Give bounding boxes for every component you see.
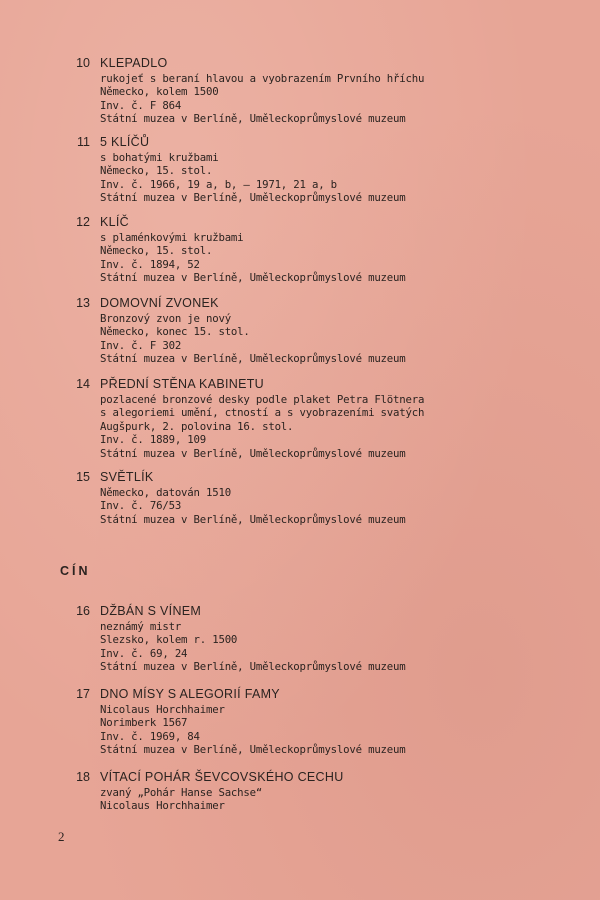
entry-title: DOMOVNÍ ZVONEK bbox=[100, 296, 219, 310]
entry-detail-line: Inv. č. 1966, 19 a, b, — 1971, 21 a, b bbox=[100, 177, 337, 191]
entry-number: 15 bbox=[76, 470, 90, 484]
entry-detail-line: Státní muzea v Berlíně, Uměleckoprůmyslové muzeum bbox=[100, 191, 406, 205]
entry-detail-line: Inv. č. 1894, 52 bbox=[100, 257, 200, 271]
entry-title: KLEPADLO bbox=[100, 56, 168, 70]
entry-number: 18 bbox=[76, 770, 90, 784]
entry-title: DNO MÍSY S ALEGORIÍ FAMY bbox=[100, 687, 280, 701]
entry-details bbox=[100, 486, 406, 526]
entry-title: DŽBÁN S VÍNEM bbox=[100, 604, 202, 618]
entry-detail-line: Státní muzea v Berlíně, Uměleckoprůmyslové muzeum bbox=[100, 352, 406, 366]
entry-details bbox=[100, 620, 406, 674]
entry-number: 11 bbox=[77, 135, 90, 149]
entry-detail-line: Inv. č. 76/53 bbox=[100, 499, 182, 513]
entry-details bbox=[100, 231, 406, 285]
entry-detail-line: Státní muzea v Berlíně, Uměleckoprůmyslové muzeum bbox=[100, 446, 406, 460]
entry-detail-line: s alegoriemi umění, ctností a s vyobrazeními svatých bbox=[100, 406, 425, 420]
entry-detail-line: Německo, konec 15. stol. bbox=[100, 325, 250, 339]
entry-detail-line: Norimberk 1567 bbox=[100, 716, 188, 730]
entry-detail-line: zvaný „Pohár Hanse Sachse“ bbox=[100, 786, 263, 799]
entry-details bbox=[100, 786, 262, 813]
entry-detail-line: pozlacené bronzové desky podle plaket Petra Flötnera bbox=[100, 393, 425, 406]
entry-details bbox=[100, 72, 424, 126]
entry-title: 5 KLÍČŮ bbox=[100, 135, 150, 149]
entry-number: 12 bbox=[76, 215, 90, 229]
entry-details bbox=[100, 312, 406, 366]
entry-number: 16 bbox=[76, 604, 90, 618]
entry-number: 17 bbox=[76, 687, 90, 701]
entry-detail-line: Inv. č. 1889, 109 bbox=[100, 433, 206, 447]
entry-detail-line: s plaménkovými kružbami bbox=[100, 231, 244, 244]
entry-detail-line: Bronzový zvon je nový bbox=[100, 312, 231, 325]
entry-detail-line: Státní muzea v Berlíně, Uměleckoprůmyslové muzeum bbox=[100, 743, 406, 757]
entry-detail-line: Státní muzea v Berlíně, Uměleckoprůmyslové muzeum bbox=[100, 112, 406, 126]
section-title: CÍN bbox=[60, 564, 91, 578]
entry-detail-line: Inv. č. F 864 bbox=[100, 98, 182, 112]
entry-detail-line: Německo, kolem 1500 bbox=[100, 85, 219, 99]
entry-detail-line: rukojeť s beraní hlavou a vyobrazením Prvního hříchu bbox=[100, 72, 425, 85]
entry-number: 13 bbox=[76, 296, 90, 310]
entry-title: PŘEDNÍ STĚNA KABINETU bbox=[100, 377, 264, 391]
entry-detail-line: Německo, 15. stol. bbox=[100, 244, 213, 258]
entry-detail-line: Německo, 15. stol. bbox=[100, 164, 213, 178]
entry-detail-line: Inv. č. 69, 24 bbox=[100, 646, 188, 660]
entry-title: KLÍČ bbox=[100, 215, 129, 229]
entry-details bbox=[100, 393, 424, 460]
entry-number: 10 bbox=[76, 56, 90, 70]
entry-detail-line: Nicolaus Horchhaimer bbox=[100, 799, 225, 813]
entry-detail-line: Německo, datován 1510 bbox=[100, 486, 231, 499]
entry-detail-line: Státní muzea v Berlíně, Uměleckoprůmyslové muzeum bbox=[100, 660, 406, 674]
entry-detail-line: Nicolaus Horchhaimer bbox=[100, 703, 225, 716]
entry-detail-line: Augšpurk, 2. polovina 16. stol. bbox=[100, 419, 294, 433]
entry-title: VÍTACÍ POHÁR ŠEVCOVSKÉHO CECHU bbox=[100, 770, 344, 784]
entry-detail-line: neznámý mistr bbox=[100, 620, 182, 633]
page-number: 2 bbox=[58, 829, 65, 844]
entry-number: 14 bbox=[76, 377, 90, 391]
entry-detail-line: Inv. č. F 302 bbox=[100, 338, 182, 352]
entry-detail-line: Slezsko, kolem r. 1500 bbox=[100, 633, 238, 647]
entry-detail-line: s bohatými kružbami bbox=[100, 151, 219, 164]
entry-details bbox=[100, 703, 406, 757]
entry-details bbox=[100, 151, 406, 205]
entry-detail-line: Inv. č. 1969, 84 bbox=[100, 729, 200, 743]
entry-detail-line: Státní muzea v Berlíně, Uměleckoprůmyslové muzeum bbox=[100, 271, 406, 285]
entry-detail-line: Státní muzea v Berlíně, Uměleckoprůmyslové muzeum bbox=[100, 512, 406, 526]
entry-title: SVĚTLÍK bbox=[100, 470, 154, 484]
